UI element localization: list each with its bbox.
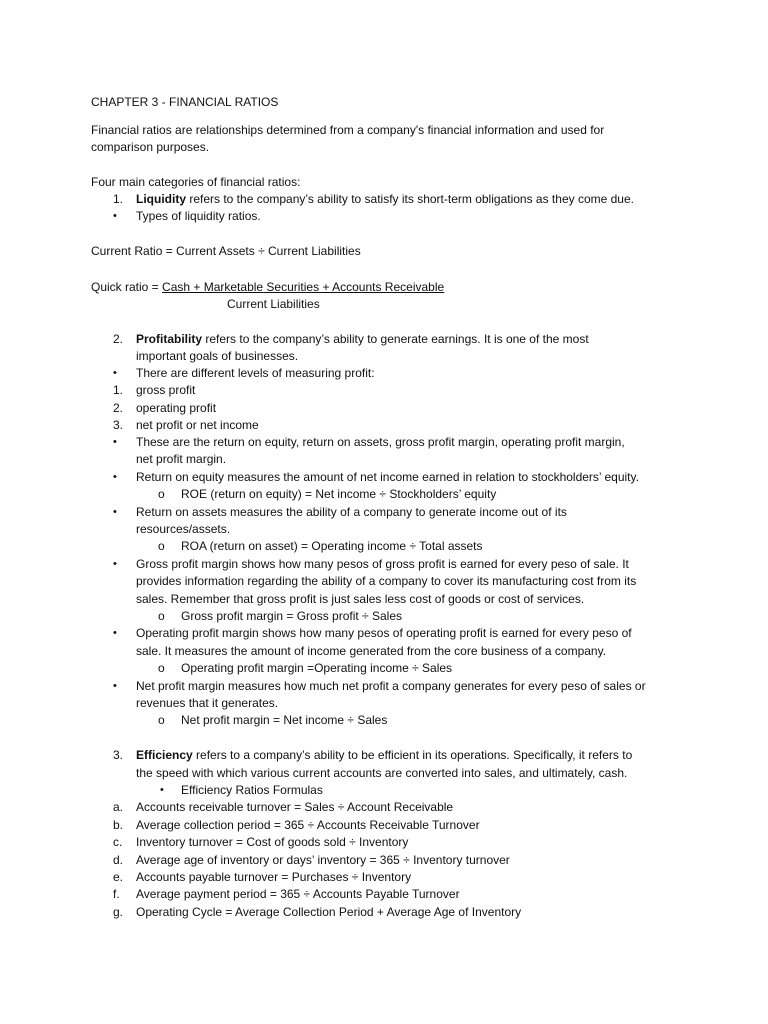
bullet: • bbox=[113, 680, 117, 692]
efficiency-formula: Average payment period = 365 ÷ Accounts Payable Turnover bbox=[136, 887, 460, 901]
gpm-desc-2: provides information regarding the ability of a company to cover its manufacturing cost from its bbox=[136, 574, 637, 588]
liquidity-desc: refers to the company’s ability to satisfy its short-term obligations as they come due. bbox=[186, 192, 634, 206]
efficiency-formula: Average age of inventory or days’ inventory = 365 ÷ Inventory turnover bbox=[136, 853, 510, 867]
bullet: • bbox=[113, 210, 117, 222]
quick-ratio-label: Quick ratio = bbox=[91, 280, 163, 294]
opm-desc-2: sale. It measures the amount of income generated from the core business of a company. bbox=[136, 644, 607, 658]
list-marker: c. bbox=[113, 835, 123, 849]
sub-bullet: o bbox=[158, 609, 165, 623]
roe-formula: ROE (return on equity) = Net income ÷ Stockholders’ equity bbox=[181, 487, 497, 501]
level-text: net profit or net income bbox=[136, 418, 259, 432]
bullet: • bbox=[113, 367, 117, 379]
quick-ratio-formula bbox=[91, 279, 691, 296]
efficiency-formula: Accounts receivable turnover = Sales ÷ Account Receivable bbox=[136, 800, 454, 814]
list-marker: 2. bbox=[113, 401, 124, 415]
list-marker: g. bbox=[113, 905, 124, 919]
intro-line-2: comparison purposes. bbox=[91, 140, 210, 154]
list-marker: 1. bbox=[113, 383, 124, 397]
efficiency-formula: Inventory turnover = Cost of goods sold ÷ Inventory bbox=[136, 835, 409, 849]
gpm-desc-3: sales. Remember that gross profit is just sales less cost of goods or cost of services. bbox=[136, 592, 585, 606]
profitability-term: Profitability bbox=[136, 332, 203, 346]
list-marker: b. bbox=[113, 818, 124, 832]
gpm-formula: Gross profit margin = Gross profit ÷ Sales bbox=[181, 609, 402, 623]
opm-formula: Operating profit margin =Operating income ÷ Sales bbox=[181, 661, 453, 675]
bullet: • bbox=[160, 784, 164, 796]
level-text: gross profit bbox=[136, 383, 196, 397]
list-marker: f. bbox=[113, 887, 120, 901]
list-marker: 2. bbox=[113, 332, 124, 346]
efficiency-formula: Average collection period = 365 ÷ Accounts Receivable Turnover bbox=[136, 818, 480, 832]
efficiency-desc-2: the speed with which various current accounts are converted into sales, and ultimately, cash. bbox=[136, 766, 628, 780]
sub-bullet: o bbox=[158, 713, 165, 727]
list-marker: 3. bbox=[113, 748, 124, 762]
efficiency-formula: Operating Cycle = Average Collection Period + Average Age of Inventory bbox=[136, 905, 522, 919]
bullet: • bbox=[113, 558, 117, 570]
list-marker: e. bbox=[113, 870, 124, 884]
bullet: • bbox=[113, 471, 117, 483]
npm-desc-1: Net profit margin measures how much net profit a company generates for every peso of sales or bbox=[136, 679, 646, 693]
bullet: • bbox=[113, 506, 117, 518]
opm-desc-1: Operating profit margin shows how many pesos of operating profit is earned for every peso of bbox=[136, 626, 632, 640]
sub-bullet: o bbox=[158, 539, 165, 553]
list-marker: d. bbox=[113, 853, 124, 867]
profit-levels: There are different levels of measuring profit: bbox=[136, 366, 375, 380]
ratios-line-1: These are the return on equity, return on assets, gross profit margin, operating profit margin, bbox=[136, 435, 625, 449]
bullet: • bbox=[113, 627, 117, 639]
list-marker: 3. bbox=[113, 418, 124, 432]
quick-ratio-denominator: Current Liabilities bbox=[227, 297, 320, 311]
liquidity-types: Types of liquidity ratios. bbox=[136, 209, 261, 223]
profitability-desc-2: important goals of businesses. bbox=[136, 349, 299, 363]
chapter-title: CHAPTER 3 - FINANCIAL RATIOS bbox=[91, 95, 279, 109]
gpm-desc-1: Gross profit margin shows how many pesos of gross profit is earned for every peso of sale. It bbox=[136, 557, 629, 571]
roa-formula: ROA (return on asset) = Operating income ÷ Total assets bbox=[181, 539, 483, 553]
level-text: operating profit bbox=[136, 401, 217, 415]
profitability-desc-1: refers to the company’s ability to generate earnings. It is one of the most bbox=[202, 332, 589, 346]
liquidity-term: Liquidity bbox=[136, 192, 186, 206]
roa-desc-2: resources/assets. bbox=[136, 522, 231, 536]
roa-desc-1: Return on assets measures the ability of a company to generate income out of its bbox=[136, 505, 567, 519]
bullet: • bbox=[113, 436, 117, 448]
list-marker: a. bbox=[113, 800, 124, 814]
npm-desc-2: revenues that it generates. bbox=[136, 696, 279, 710]
quick-ratio-numerator: Cash + Marketable Securities + Accounts Receivable bbox=[162, 280, 445, 294]
current-ratio-formula: Current Ratio = Current Assets ÷ Current Liabilities bbox=[91, 244, 361, 258]
sub-bullet: o bbox=[158, 487, 165, 501]
ratios-line-2: net profit margin. bbox=[136, 452, 227, 466]
efficiency-formula: Accounts payable turnover = Purchases ÷ Inventory bbox=[136, 870, 412, 884]
efficiency-formulas-heading: Efficiency Ratios Formulas bbox=[181, 783, 323, 797]
list-marker: 1. bbox=[113, 192, 124, 206]
roe-desc: Return on equity measures the amount of net income earned in relation to stockholders’ equity. bbox=[136, 470, 639, 484]
npm-formula: Net profit margin = Net income ÷ Sales bbox=[181, 713, 388, 727]
sub-bullet: o bbox=[158, 661, 165, 675]
intro-line-1: Financial ratios are relationships determined from a company's financial information and used for bbox=[91, 123, 605, 137]
efficiency-desc-1: refers to a company’s ability to be efficient in its operations. Specifically, it refers to bbox=[192, 748, 633, 762]
categories-heading: Four main categories of financial ratios: bbox=[91, 175, 301, 189]
efficiency-term: Efficiency bbox=[136, 748, 193, 762]
